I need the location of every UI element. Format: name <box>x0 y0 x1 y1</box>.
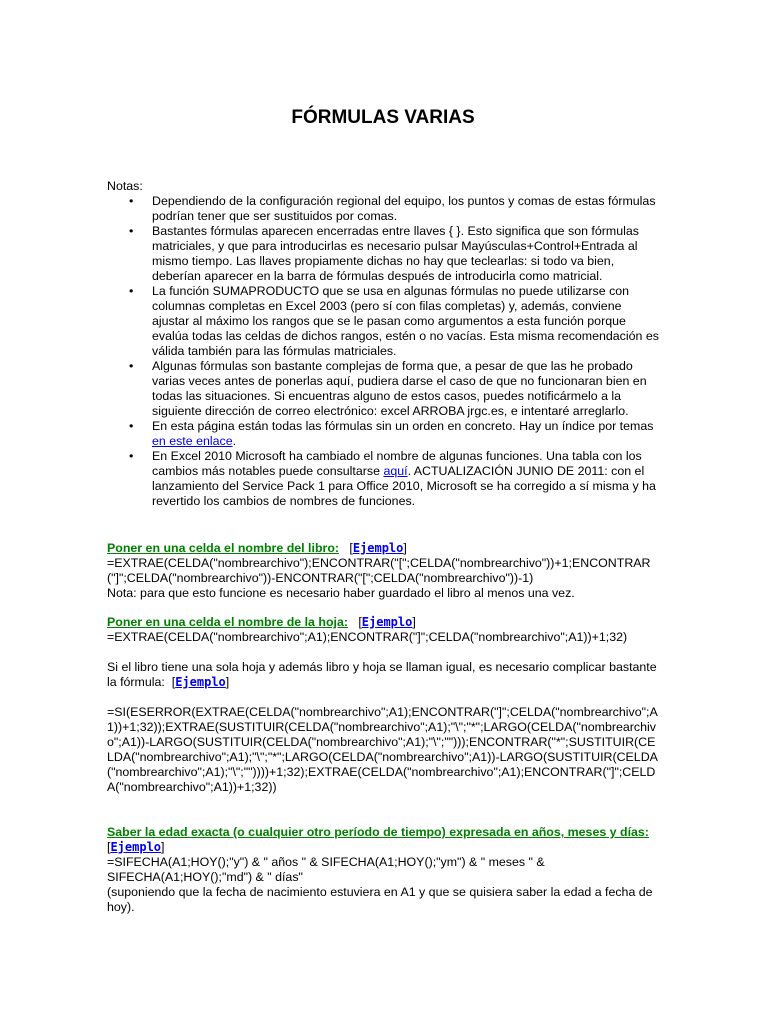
note-text: Bastantes fórmulas aparecen encerradas entre llaves { }. Esto significa que son fórmulas matriciales, y que para introducirlas es necesario pulsar Mayúsculas+Control+Entrada al mismo tiempo. Las llaves propiamente dichas no hay que teclearlas: si todo va bien, deberían aparecer en la barra de fórmulas después de introducirla como matricial. <box>152 224 639 283</box>
formula: =SIFECHA(A1;HOY();"y") & " años " & SIFECHA(A1;HOY();"ym") & " meses " & SIFECHA(A1;HOY();"md") & " días" <box>107 855 545 884</box>
formula: =EXTRAE(CELDA("nombrearchivo";A1);ENCONTRAR("]";CELDA("nombrearchivo";A1))+1;32) <box>107 630 628 644</box>
formula: =EXTRAE(CELDA("nombrearchivo");ENCONTRAR("[";CELDA("nombrearchivo"))+1;ENCONTRAR("]";CELDA("nombrearchivo"))-ENCONTRAR("[";CELDA("nombrearchivo"))-1) <box>107 556 651 585</box>
formula-note: (suponiendo que la fecha de nacimiento estuviera en A1 y que se quisiera saber la edad a fecha de hoy). <box>107 885 653 914</box>
example-link[interactable]: Ejemplo <box>110 840 162 854</box>
formula-note: Nota: para que esto funcione es necesario haber guardado el libro al menos una vez. <box>107 586 575 600</box>
note-text: . ACTUALIZACIÓN JUNIO DE 2011: con el lanzamiento del Service Pack 1 para Office 2010, Microsoft se ha corregido a sí misma y ha revertido los cambios de nombres de funciones. <box>152 464 656 508</box>
note-item <box>107 224 659 284</box>
section-title: Poner en una celda el nombre de la hoja: <box>107 615 348 629</box>
note-text: . <box>232 434 237 448</box>
bracket: ] <box>225 675 230 689</box>
note-item <box>107 359 659 419</box>
bracket: ] <box>412 615 416 629</box>
section-exact-age <box>107 825 659 915</box>
bracket: ] <box>161 840 165 854</box>
bracket: [ <box>349 541 353 555</box>
example-link[interactable]: Ejemplo <box>361 615 413 629</box>
spacer <box>107 690 659 705</box>
notes-label: Notas: <box>107 179 143 193</box>
note-item <box>107 419 659 449</box>
formula: =SI(ESERROR(EXTRAE(CELDA("nombrearchivo";A1);ENCONTRAR("]";CELDA("nombrearchivo";A1))+1;32));EXTRAE(SUSTITUIR(CELDA("nombrearchivo";A1);"\";"*";LARGO(CELDA("nombrearchivo";A1))-LARGO(SUSTITUIR(CELDA("nombrearchivo";A1);"\";"")));ENCONTRAR("*";SUSTITUIR(CELDA("nombrearchivo";A1);"\";"*";LARGO(CELDA("nombrearchivo";A1))-LARGO(SUSTITUIR(CELDA("nombrearchivo";A1);"\";""))))+1;32);EXTRAE(CELDA("nombrearchivo";A1);ENCONTRAR("]";CELDA("nombrearchivo";A1))+1;32)) <box>107 705 658 794</box>
section-sheet-name <box>107 615 659 795</box>
section-workbook-name <box>107 541 659 601</box>
note-text: Algunas fórmulas son bastante complejas de forma que, a pesar de que las he probado varias veces antes de ponerlas aquí, pudiera darse el caso de que no funcionaran bien en todas las situaciones. Si encuentras alguno de estos casos, puedes notificármelo a la siguiente dirección de correo electrónico: excel ARROBA jrgc.es, e intentaré arreglarlo. <box>152 359 647 418</box>
note-text: Dependiendo de la configuración regional del equipo, los puntos y comas de estas fórmulas podrían tener que ser sustituidos por comas. <box>152 194 656 223</box>
spacer <box>107 645 659 660</box>
bracket: [ <box>358 615 362 629</box>
bracket: ] <box>403 541 407 555</box>
bracket: [ <box>171 675 176 689</box>
page-title: FÓRMULAS VARIAS <box>291 107 475 128</box>
notes-list <box>107 194 659 509</box>
note-item <box>107 449 659 509</box>
note-text: En Excel 2010 Microsoft ha cambiado el nombre de algunas funciones. Una tabla con los cambios más notables puede consultarse <box>152 449 642 478</box>
note-item <box>107 194 659 224</box>
section-title: Poner en una celda el nombre del libro: <box>107 541 340 555</box>
section-title: Saber la edad exacta (o cualquier otro período de tiempo) expresada en años, meses y días: <box>107 825 649 839</box>
index-link[interactable]: en este enlace <box>152 434 233 448</box>
bracket: [ <box>107 840 111 854</box>
note-item <box>107 284 659 359</box>
note-text: La función SUMAPRODUCTO que se usa en algunas fórmulas no puede utilizarse con columnas completas en Excel 2003 (pero sí con filas completas) y, además, conviene ajustar al máximo los rangos que se le pasan como argumentos a esta función porque evalúa todas las celdas de dichos rangos, estén o no vacías. Esta misma recomendación es válida también para las fórmulas matriciales. <box>152 284 659 358</box>
changes-table-link[interactable]: aquí <box>383 464 408 478</box>
formula-note: Si el libro tiene una sola hoja y además libro y hoja se llaman igual, es necesario complicar bastante la fórmula: <box>107 660 657 689</box>
example-link[interactable]: Ejemplo <box>175 675 226 689</box>
example-link[interactable]: Ejemplo <box>352 541 404 555</box>
note-text: En esta página están todas las fórmulas sin un orden en concreto. Hay un índice por temas <box>152 419 654 433</box>
